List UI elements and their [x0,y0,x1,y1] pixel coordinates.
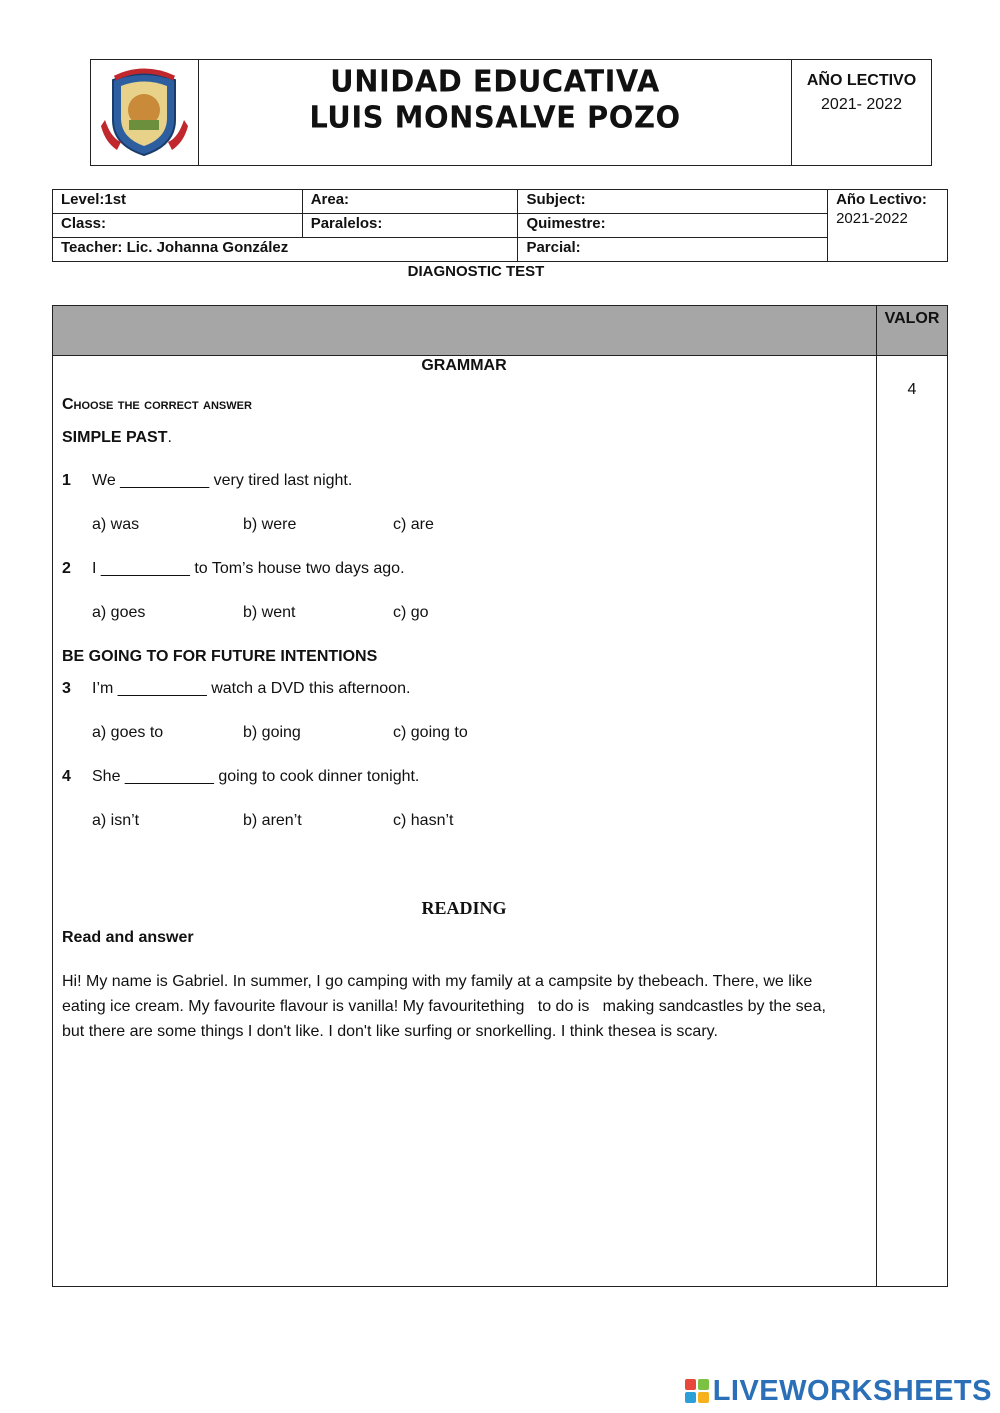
level-cell: Level:1st [53,190,303,214]
option-b[interactable]: b) aren’t [243,812,302,829]
simple-past-heading [62,429,172,447]
test-body-box [52,305,948,1287]
info-table [52,189,948,262]
question-text: We __________ very tired last night. [92,472,353,489]
year-cell [791,60,931,165]
question-number: 1 [62,472,71,489]
question-text: I’m __________ watch a DVD this afternoon. [92,680,411,697]
subject-cell: Subject: [518,190,828,214]
school-name-line1: UNIDAD EDUCATIVA [330,63,660,99]
liveworksheets-watermark [685,1375,992,1407]
valor-divider [876,306,877,1286]
year-value: 2021- 2022 [821,96,902,113]
reading-line: eating ice cream. My favourite flavour is vanilla! My favouritething to do is making sandcastles by the sea, [62,998,826,1015]
option-b[interactable]: b) were [243,516,297,533]
valor-value: 4 [907,381,917,398]
reading-instruction: Read and answer [62,929,194,946]
parcial-cell: Parcial: [518,238,828,262]
option-b[interactable]: b) going [243,724,301,741]
option-a[interactable]: a) was [92,516,140,533]
question-text: She __________ going to cook dinner tonight. [92,768,420,785]
reading-passage [62,969,862,1044]
simple-past-label: SIMPLE PAST [62,429,168,446]
option-b[interactable]: b) went [243,604,296,621]
option-c[interactable]: c) hasn’t [393,812,454,829]
simple-past-dot: . [167,429,172,446]
option-c[interactable]: c) going to [393,724,468,741]
option-c[interactable]: c) go [393,604,429,621]
grammar-instruction: Choose the correct answer [62,396,252,413]
question-number: 3 [62,680,71,697]
quimestre-cell: Quimestre: [518,214,828,238]
school-logo-cell [91,60,199,165]
grammar-heading: GRAMMAR [421,357,507,374]
option-c[interactable]: c) are [393,516,434,533]
school-header [90,59,932,166]
ano-lectivo-label: Año Lectivo: [836,191,927,208]
going-to-heading: BE GOING TO FOR FUTURE INTENTIONS [62,648,378,665]
school-name-line2: LUIS MONSALVE POZO [309,99,681,135]
ano-lectivo-cell [828,190,948,262]
option-a[interactable]: a) goes [92,604,146,621]
reading-line: but there are some things I don't like. I don't like surfing or snorkelling. I think thesea is scary. [62,1023,718,1040]
liveworksheets-logo-icon [685,1379,709,1403]
test-title: DIAGNOSTIC TEST [407,263,545,280]
valor-label: VALOR [884,310,940,327]
year-label: AÑO LECTIVO [806,72,917,89]
class-cell: Class: [53,214,303,238]
reading-line: Hi! My name is Gabriel. In summer, I go camping with my family at a campsite by thebeach. There, we like [62,973,813,990]
option-a[interactable]: a) isn’t [92,812,140,829]
ano-lectivo-value: 2021-2022 [836,210,908,227]
area-cell: Area: [302,190,518,214]
watermark-text: LIVEWORKSHEETS [712,1374,992,1407]
question-text: I __________ to Tom’s house two days ago. [92,560,405,577]
question-number: 4 [62,768,71,785]
reading-heading: READING [421,898,507,918]
school-crest-icon [91,60,198,165]
option-a[interactable]: a) goes to [92,724,164,741]
header-band [53,306,947,356]
paralelos-cell: Paralelos: [302,214,518,238]
question-number: 2 [62,560,71,577]
teacher-cell: Teacher: Lic. Johanna González [53,238,518,262]
